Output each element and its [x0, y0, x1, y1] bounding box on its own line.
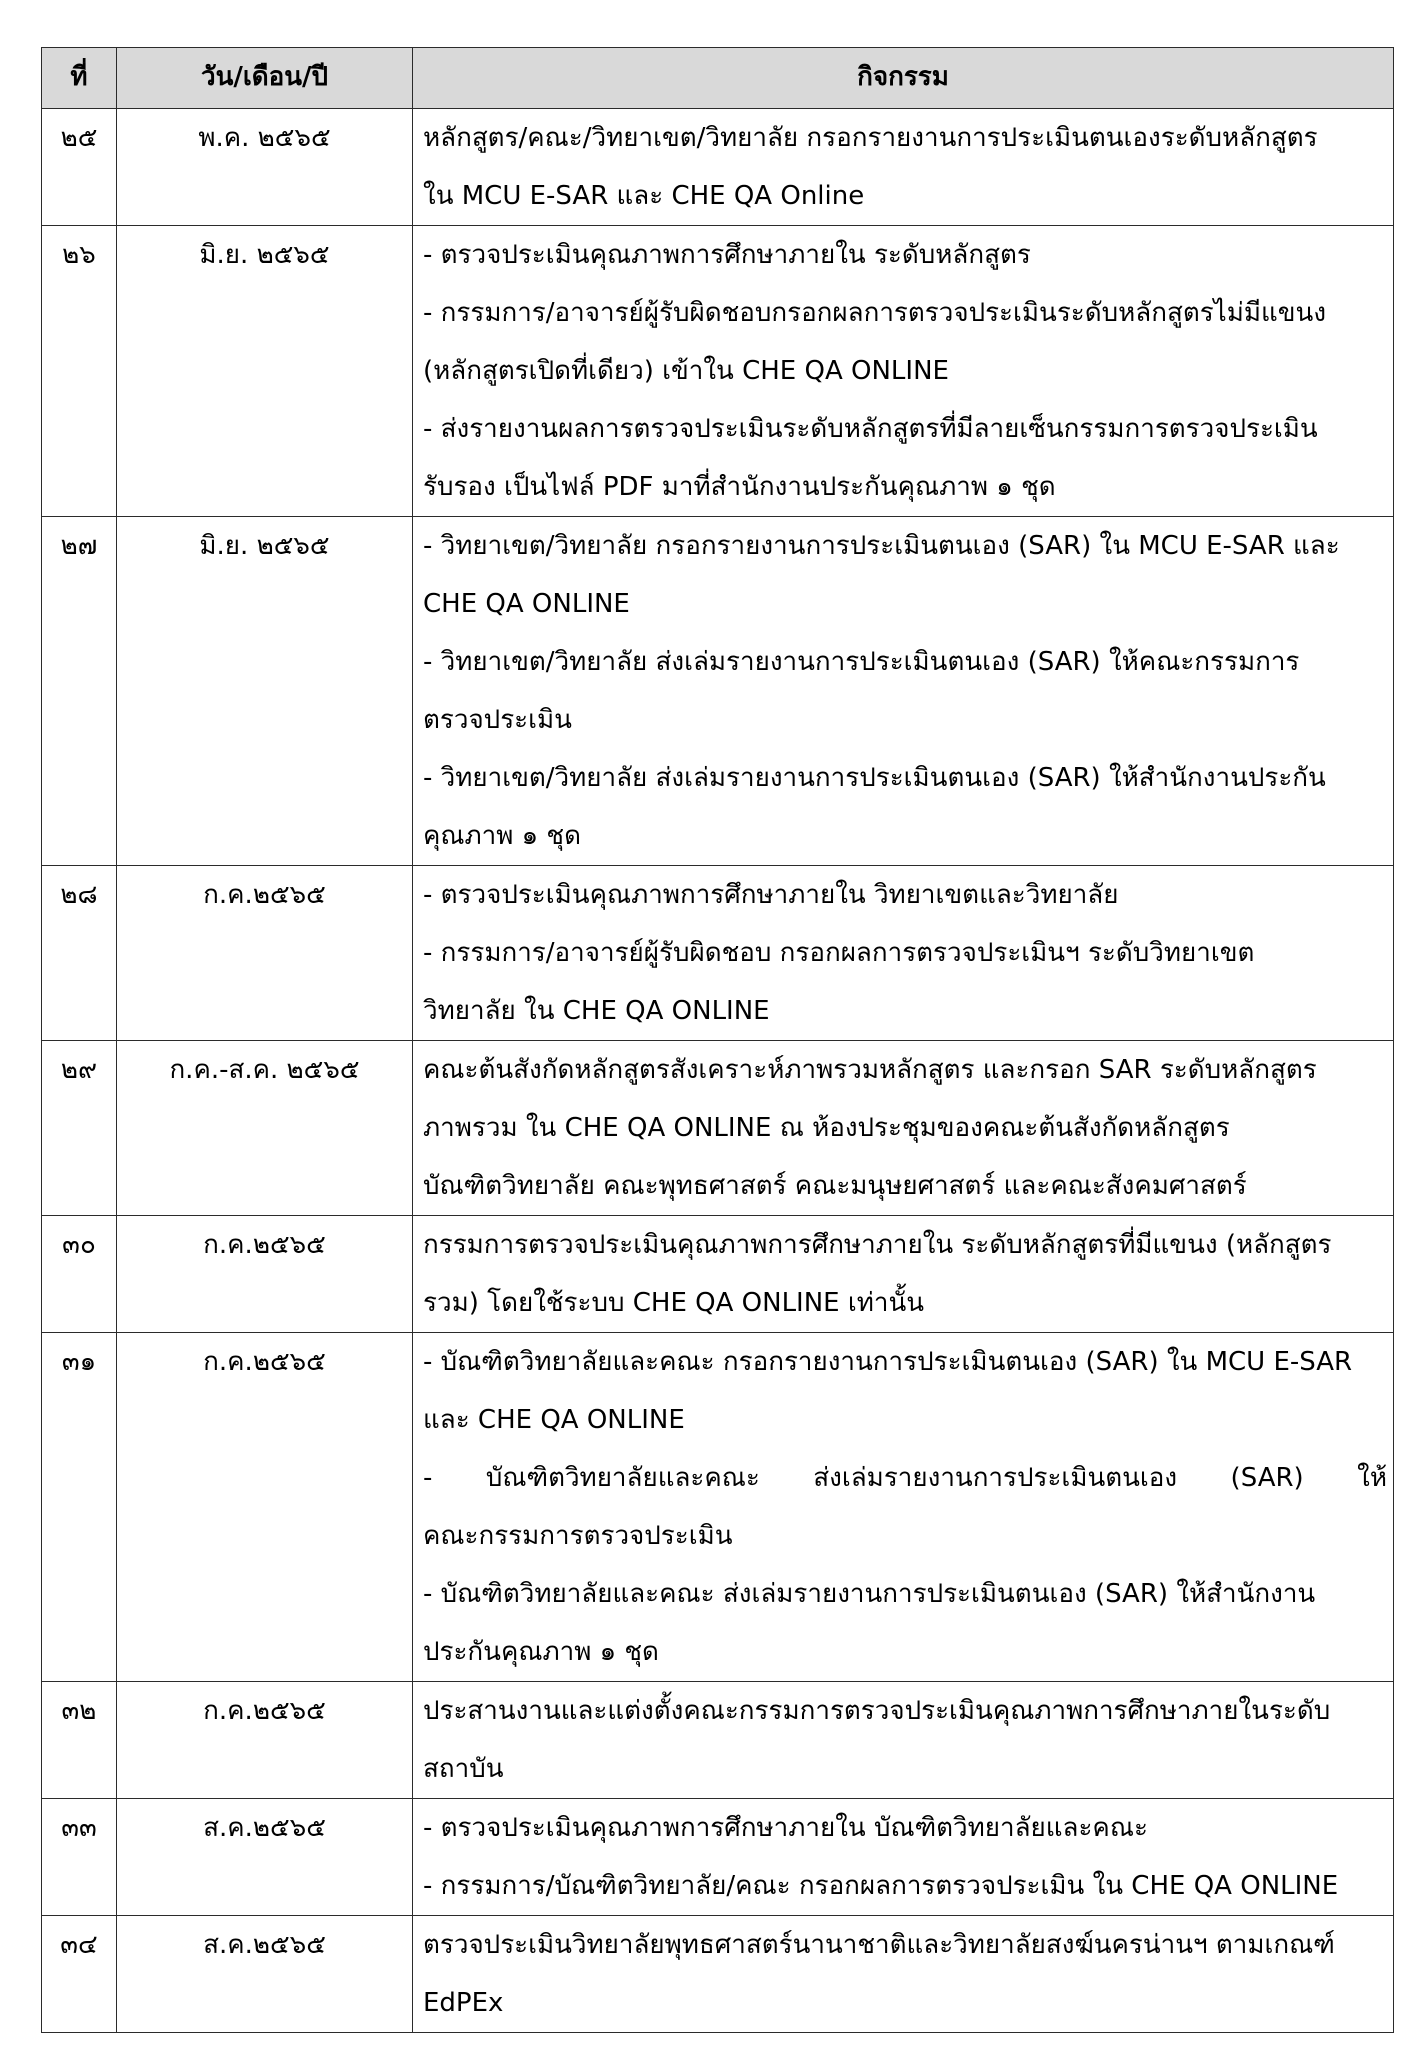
row-activity — [413, 1216, 1394, 1333]
activity-line: - กรรมการ/บัณฑิตวิทยาลัย/คณะ กรอกผลการตรวจประเมิน ใน CHE QA ONLINE — [423, 1871, 1339, 1901]
table-row — [42, 1916, 1394, 2033]
activity-line: - วิทยาเขต/วิทยาลัย ส่งเล่มรายงานการประเมินตนเอง (SAR) ให้คณะกรรมการ — [423, 647, 1300, 677]
row-date: ก.ค.๒๕๖๕ — [117, 1216, 413, 1333]
row-date: ก.ค.-ส.ค. ๒๕๖๕ — [117, 1041, 413, 1216]
row-number: ๒๖ — [42, 226, 117, 517]
header-activity: กิจกรรม — [413, 48, 1394, 109]
activity-line: - กรรมการ/อาจารย์ผู้รับผิดชอบ กรอกผลการตรวจประเมินฯ ระดับวิทยาเขต — [423, 938, 1255, 968]
activity-line: - บัณฑิตวิทยาลัยและคณะ กรอกรายงานการประเมินตนเอง (SAR) ใน MCU E-SAR — [423, 1347, 1353, 1377]
activity-line: - บัณฑิตวิทยาลัยและคณะ ส่งเล่มรายงานการประเมินตนเอง (SAR) ให้สำนักงาน — [423, 1579, 1316, 1609]
row-number: ๓๓ — [42, 1799, 117, 1916]
activity-line: - ตรวจประเมินคุณภาพการศึกษาภายใน วิทยาเขตและวิทยาลัย — [423, 880, 1119, 910]
row-number: ๒๗ — [42, 517, 117, 866]
table-row — [42, 226, 1394, 517]
activity-line: คณะกรรมการตรวจประเมิน — [423, 1521, 733, 1551]
activity-line: คณะต้นสังกัดหลักสูตรสังเคราะห์ภาพรวมหลักสูตร และกรอก SAR ระดับหลักสูตร — [423, 1055, 1317, 1085]
table-body — [42, 109, 1394, 2033]
row-date: ส.ค.๒๕๖๕ — [117, 1916, 413, 2033]
activity-line: วิทยาลัย ใน CHE QA ONLINE — [423, 996, 770, 1026]
row-number: ๓๒ — [42, 1682, 117, 1799]
activity-line: - ส่งรายงานผลการตรวจประเมินระดับหลักสูตรที่มีลายเซ็นกรรมการตรวจประเมิน — [423, 414, 1318, 444]
schedule-table-container — [41, 47, 1393, 2033]
header-row — [42, 48, 1394, 109]
table-row — [42, 1041, 1394, 1216]
activity-line: รับรอง เป็นไฟล์ PDF มาที่สำนักงานประกันคุณภาพ ๑ ชุด — [423, 472, 1056, 502]
activity-line: (หลักสูตรเปิดที่เดียว) เข้าใน CHE QA ONLINE — [423, 356, 949, 386]
row-number: ๓๑ — [42, 1333, 117, 1682]
activity-line: กรรมการตรวจประเมินคุณภาพการศึกษาภายใน ระดับหลักสูตรที่มีแขนง (หลักสูตร — [423, 1230, 1332, 1260]
activity-line: และ CHE QA ONLINE — [423, 1405, 685, 1435]
row-date: ก.ค.๒๕๖๕ — [117, 1682, 413, 1799]
activity-line: - ตรวจประเมินคุณภาพการศึกษาภายใน บัณฑิตวิทยาลัยและคณะ — [423, 1813, 1148, 1843]
row-date: มิ.ย. ๒๕๖๕ — [117, 226, 413, 517]
row-activity — [413, 1916, 1394, 2033]
table-row — [42, 109, 1394, 226]
activity-line: CHE QA ONLINE — [423, 589, 630, 619]
row-date: พ.ค. ๒๕๖๕ — [117, 109, 413, 226]
activity-line: ใน MCU E-SAR และ CHE QA Online — [423, 181, 865, 211]
row-date: ส.ค.๒๕๖๕ — [117, 1799, 413, 1916]
activity-line: EdPEx — [423, 1988, 504, 2018]
activity-line: - บัณฑิตวิทยาลัยและคณะ ส่งเล่มรายงานการประเมินตนเอง (SAR) ให้ — [423, 1463, 1387, 1493]
activity-line: คุณภาพ ๑ ชุด — [423, 821, 581, 851]
table-header — [42, 48, 1394, 109]
activity-line: ประสานงานและแต่งตั้งคณะกรรมการตรวจประเมินคุณภาพการศึกษาภายในระดับ — [423, 1696, 1331, 1726]
row-number: ๒๙ — [42, 1041, 117, 1216]
activity-line: ประกันคุณภาพ ๑ ชุด — [423, 1637, 659, 1667]
row-number: ๒๘ — [42, 866, 117, 1041]
activity-line: ภาพรวม ใน CHE QA ONLINE ณ ห้องประชุมของคณะต้นสังกัดหลักสูตร — [423, 1113, 1230, 1143]
row-date: มิ.ย. ๒๕๖๕ — [117, 517, 413, 866]
row-activity — [413, 1682, 1394, 1799]
activity-line: ตรวจประเมิน — [423, 705, 572, 735]
activity-line: ตรวจประเมินวิทยาลัยพุทธศาสตร์นานาชาติและวิทยาลัยสงฆ์นครน่านฯ ตามเกณฑ์ — [423, 1930, 1335, 1960]
row-activity — [413, 226, 1394, 517]
row-activity — [413, 1333, 1394, 1682]
row-number: ๒๕ — [42, 109, 117, 226]
header-date: วัน/เดือน/ปี — [117, 48, 413, 109]
activity-line: รวม) โดยใช้ระบบ CHE QA ONLINE เท่านั้น — [423, 1288, 925, 1318]
table-row — [42, 1216, 1394, 1333]
row-date: ก.ค.๒๕๖๕ — [117, 866, 413, 1041]
table-row — [42, 1682, 1394, 1799]
activity-line: - วิทยาเขต/วิทยาลัย กรอกรายงานการประเมินตนเอง (SAR) ใน MCU E-SAR และ — [423, 531, 1340, 561]
header-no: ที่ — [42, 48, 117, 109]
row-activity — [413, 1799, 1394, 1916]
row-activity — [413, 866, 1394, 1041]
row-activity — [413, 517, 1394, 866]
row-activity — [413, 1041, 1394, 1216]
table-row — [42, 1799, 1394, 1916]
activity-line: - ตรวจประเมินคุณภาพการศึกษาภายใน ระดับหลักสูตร — [423, 240, 1031, 270]
table-row — [42, 517, 1394, 866]
schedule-table — [41, 47, 1394, 2033]
row-activity — [413, 109, 1394, 226]
activity-line: - วิทยาเขต/วิทยาลัย ส่งเล่มรายงานการประเมินตนเอง (SAR) ให้สำนักงานประกัน — [423, 763, 1326, 793]
activity-line: บัณฑิตวิทยาลัย คณะพุทธศาสตร์ คณะมนุษยศาสตร์ และคณะสังคมศาสตร์ — [423, 1171, 1247, 1201]
row-number: ๓๔ — [42, 1916, 117, 2033]
row-number: ๓๐ — [42, 1216, 117, 1333]
table-row — [42, 1333, 1394, 1682]
activity-line: สถาบัน — [423, 1754, 504, 1784]
activity-line: หลักสูตร/คณะ/วิทยาเขต/วิทยาลัย กรอกรายงานการประเมินตนเองระดับหลักสูตร — [423, 123, 1318, 153]
row-date: ก.ค.๒๕๖๕ — [117, 1333, 413, 1682]
table-row — [42, 866, 1394, 1041]
activity-line: - กรรมการ/อาจารย์ผู้รับผิดชอบกรอกผลการตรวจประเมินระดับหลักสูตรไม่มีแขนง — [423, 298, 1327, 328]
